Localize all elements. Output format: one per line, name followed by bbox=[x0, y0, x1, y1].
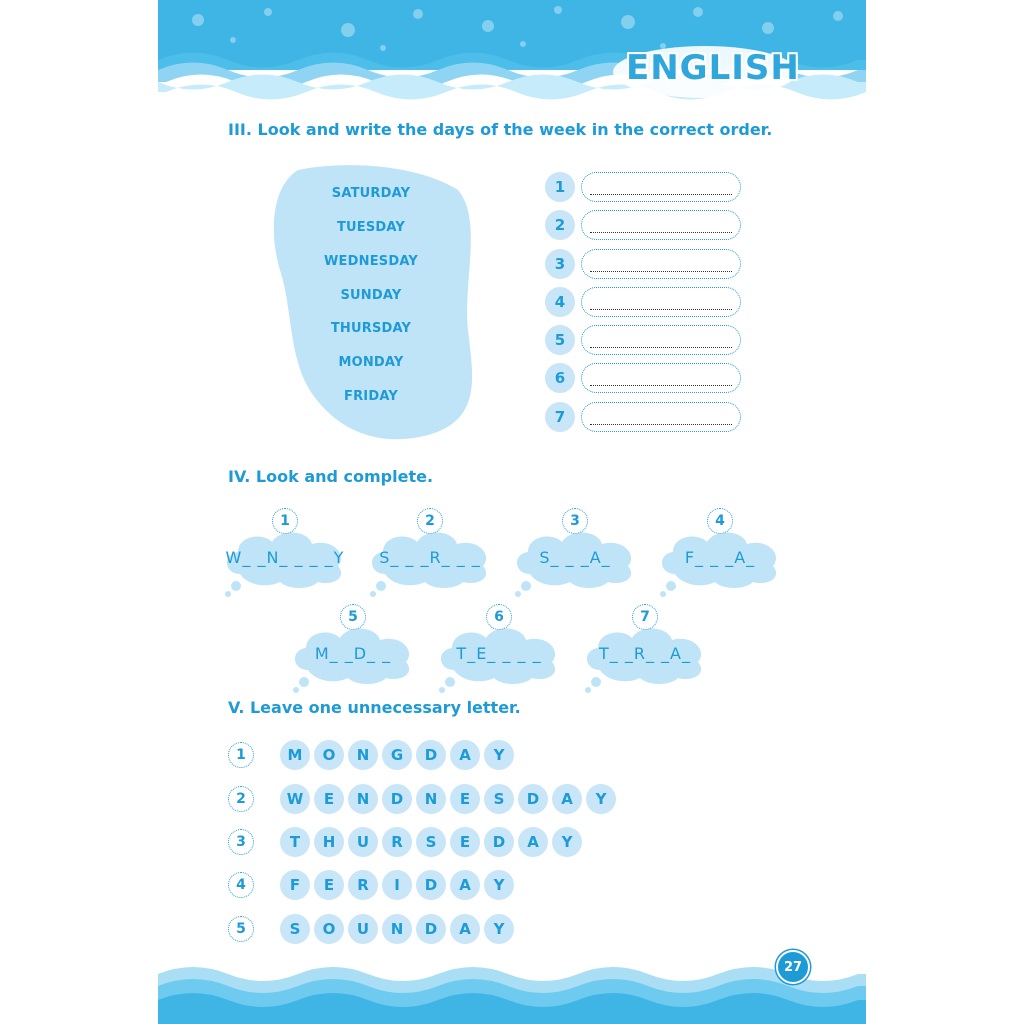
answer-number: 7 bbox=[545, 402, 575, 432]
letter-bubble[interactable]: S bbox=[416, 827, 446, 857]
answer-field[interactable] bbox=[581, 210, 741, 240]
row-number: 2 bbox=[228, 786, 254, 812]
letter-bubble[interactable]: F bbox=[280, 870, 310, 900]
row-number: 3 bbox=[228, 829, 254, 855]
blob-word: SUNDAY bbox=[340, 288, 402, 303]
letter-bubble[interactable]: E bbox=[450, 827, 480, 857]
answer-number: 6 bbox=[545, 363, 575, 393]
answer-writing-line bbox=[590, 309, 732, 310]
thought-cloud bbox=[365, 508, 495, 598]
cloud-number: 4 bbox=[707, 508, 733, 534]
letter-bubble[interactable]: A bbox=[450, 914, 480, 944]
answer-number: 4 bbox=[545, 287, 575, 317]
blob-word: SATURDAY bbox=[331, 186, 411, 201]
letter-bubble[interactable]: H bbox=[314, 827, 344, 857]
answer-writing-line bbox=[590, 271, 732, 272]
answer-number: 3 bbox=[545, 249, 575, 279]
answer-writing-line bbox=[590, 232, 732, 233]
blob-word: FRIDAY bbox=[344, 389, 398, 404]
letter-bubble[interactable]: D bbox=[382, 784, 412, 814]
letter-row bbox=[280, 784, 616, 814]
thought-cloud bbox=[288, 604, 418, 694]
letter-bubble[interactable]: A bbox=[518, 827, 548, 857]
page-number: 27 bbox=[776, 950, 810, 984]
letter-bubble[interactable]: N bbox=[416, 784, 446, 814]
thought-cloud bbox=[655, 508, 785, 598]
answer-number: 2 bbox=[545, 210, 575, 240]
section-4-title: IV. Look and complete. bbox=[228, 467, 434, 486]
letter-bubble[interactable]: I bbox=[382, 870, 412, 900]
section-3-title: III. Look and write the days of the week in the correct order. bbox=[228, 120, 773, 139]
letter-bubble[interactable]: D bbox=[416, 914, 446, 944]
answer-field[interactable] bbox=[581, 249, 741, 279]
letter-bubble[interactable]: Y bbox=[586, 784, 616, 814]
letter-bubble[interactable]: E bbox=[314, 784, 344, 814]
answer-writing-line bbox=[590, 424, 732, 425]
cloud-number: 2 bbox=[417, 508, 443, 534]
answer-number: 1 bbox=[545, 172, 575, 202]
blob-word: MONDAY bbox=[338, 355, 404, 370]
letter-bubble[interactable]: D bbox=[518, 784, 548, 814]
thought-cloud bbox=[510, 508, 640, 598]
letter-bubble[interactable]: S bbox=[484, 784, 514, 814]
row-number: 4 bbox=[228, 872, 254, 898]
letter-bubble[interactable]: A bbox=[552, 784, 582, 814]
letter-row bbox=[280, 870, 514, 900]
letter-bubble[interactable]: O bbox=[314, 914, 344, 944]
answer-field[interactable] bbox=[581, 172, 741, 202]
letter-bubble[interactable]: A bbox=[450, 740, 480, 770]
letter-bubble[interactable]: A bbox=[450, 870, 480, 900]
letter-bubble[interactable]: R bbox=[348, 870, 378, 900]
answer-writing-line bbox=[590, 385, 732, 386]
cloud-word-puzzle[interactable]: S_ _ _R_ _ _ bbox=[379, 548, 481, 567]
answer-field[interactable] bbox=[581, 287, 741, 317]
cloud-number: 1 bbox=[272, 508, 298, 534]
thought-cloud bbox=[220, 508, 350, 598]
worksheet-page bbox=[158, 0, 866, 1024]
letter-bubble[interactable]: O bbox=[314, 740, 344, 770]
thought-cloud bbox=[434, 604, 564, 694]
english-logo bbox=[610, 44, 800, 100]
letter-bubble[interactable]: G bbox=[382, 740, 412, 770]
letter-bubble[interactable]: N bbox=[348, 784, 378, 814]
letter-bubble[interactable]: R bbox=[382, 827, 412, 857]
cloud-word-puzzle[interactable]: T_E_ _ _ _ bbox=[456, 644, 542, 663]
cloud-word-puzzle[interactable]: S_ _ _A_ bbox=[539, 548, 611, 567]
letter-bubble[interactable]: D bbox=[416, 740, 446, 770]
cloud-number: 6 bbox=[486, 604, 512, 630]
answer-field[interactable] bbox=[581, 363, 741, 393]
letter-bubble[interactable]: S bbox=[280, 914, 310, 944]
row-number: 1 bbox=[228, 742, 254, 768]
letter-bubble[interactable]: E bbox=[314, 870, 344, 900]
letter-bubble[interactable]: M bbox=[280, 740, 310, 770]
letter-bubble[interactable]: T bbox=[280, 827, 310, 857]
letter-bubble[interactable]: U bbox=[348, 914, 378, 944]
letter-row bbox=[280, 827, 582, 857]
bottom-wave-banner bbox=[158, 960, 866, 1024]
blob-word: THURSDAY bbox=[330, 321, 412, 336]
answer-writing-line bbox=[590, 347, 732, 348]
cloud-number: 5 bbox=[340, 604, 366, 630]
letter-bubble[interactable]: Y bbox=[484, 870, 514, 900]
cloud-word-puzzle[interactable]: M_ _D_ _ bbox=[314, 644, 392, 663]
letter-bubble[interactable]: E bbox=[450, 784, 480, 814]
letter-bubble[interactable]: D bbox=[484, 827, 514, 857]
blob-word: TUESDAY bbox=[336, 220, 406, 235]
letter-bubble[interactable]: N bbox=[382, 914, 412, 944]
letter-row bbox=[280, 740, 514, 770]
answer-writing-line bbox=[590, 194, 732, 195]
logo-text: ENGLISH bbox=[626, 48, 800, 88]
answer-field[interactable] bbox=[581, 325, 741, 355]
cloud-number: 3 bbox=[562, 508, 588, 534]
letter-bubble[interactable]: D bbox=[416, 870, 446, 900]
thought-cloud bbox=[580, 604, 710, 694]
letter-bubble[interactable]: U bbox=[348, 827, 378, 857]
letter-bubble[interactable]: Y bbox=[552, 827, 582, 857]
cloud-number: 7 bbox=[632, 604, 658, 630]
cloud-word-puzzle[interactable]: T_ _R_ _A_ bbox=[598, 644, 691, 663]
answer-field[interactable] bbox=[581, 402, 741, 432]
blob-word: WEDNESDAY bbox=[324, 254, 418, 269]
cloud-word-puzzle[interactable]: F_ _ _A_ bbox=[684, 548, 756, 567]
letter-bubble[interactable]: N bbox=[348, 740, 378, 770]
answer-number: 5 bbox=[545, 325, 575, 355]
letter-row bbox=[280, 914, 514, 944]
letter-bubble[interactable]: W bbox=[280, 784, 310, 814]
section-5-title: V. Leave one unnecessary letter. bbox=[228, 698, 521, 717]
cloud-word-puzzle[interactable]: W_ _N_ _ _ _Y bbox=[225, 548, 345, 567]
letter-bubble[interactable]: Y bbox=[484, 914, 514, 944]
row-number: 5 bbox=[228, 916, 254, 942]
letter-bubble[interactable]: Y bbox=[484, 740, 514, 770]
